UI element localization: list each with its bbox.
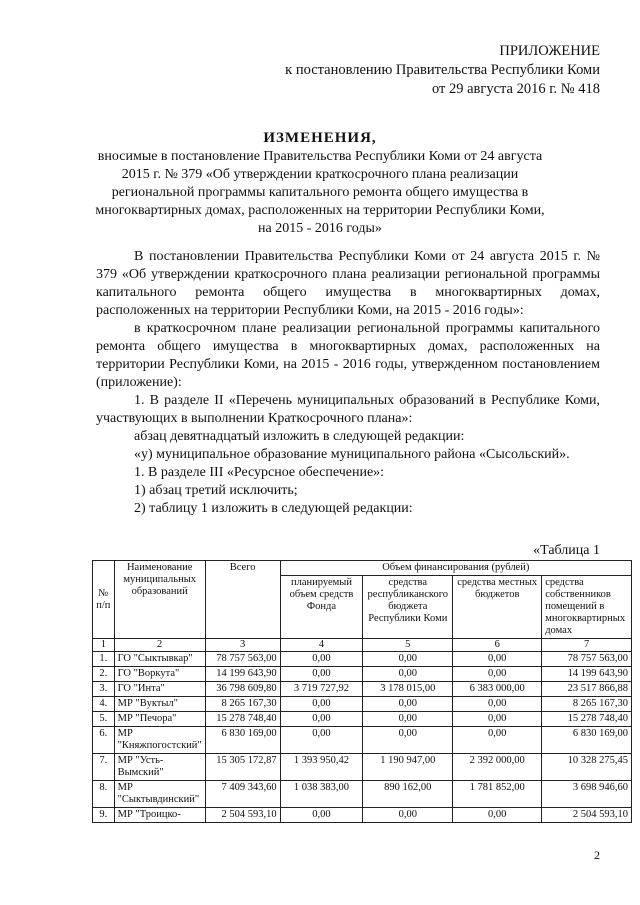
cell-owners: 23 517 866,88 xyxy=(542,682,632,697)
cell-local: 1 781 852,00 xyxy=(453,781,542,808)
cell-owners: 3 698 946,60 xyxy=(542,781,632,808)
cell-fund: 0,00 xyxy=(280,712,363,727)
cell-republic: 3 178 015,00 xyxy=(363,682,453,697)
cell-fund: 3 719 727,92 xyxy=(280,682,363,697)
cell-owners: 10 328 275,45 xyxy=(542,754,632,781)
cell-name: ГО "Инта" xyxy=(114,682,205,697)
cell-num: 5. xyxy=(93,712,115,727)
cell-fund: 0,00 xyxy=(280,808,363,823)
header-owners: средства собственников помещений в многоквартирных домах xyxy=(542,576,632,639)
col-number: 7 xyxy=(542,639,632,652)
header-local: средства местных бюджетов xyxy=(453,576,542,639)
cell-local: 2 392 000,00 xyxy=(453,754,542,781)
paragraph-intro: В постановлении Правительства Республики Коми от 24 августа 2015 г. № 379 «Об утверждении краткосрочного плана реализации региональной программы капитального ремонта общего имущества в многоквартирных домах, расположенных на территории Республики Коми, на 2015 - 2016 годы»: xyxy=(96,249,600,318)
table-row xyxy=(93,652,632,667)
cell-total: 7 409 343,60 xyxy=(205,781,280,808)
paragraph-quote: «у) муниципальное образование муниципального района «Сысольский». xyxy=(134,447,570,462)
cell-owners: 14 199 643,90 xyxy=(542,667,632,682)
header-republic: средства республиканского бюджета Республики Коми xyxy=(363,576,453,639)
cell-fund: 0,00 xyxy=(280,727,363,754)
cell-num: 7. xyxy=(93,754,115,781)
cell-fund: 1 038 383,00 xyxy=(280,781,363,808)
cell-num: 4. xyxy=(93,697,115,712)
cell-owners: 2 504 593,10 xyxy=(542,808,632,823)
appendix-reference: к постановлению Правительства Республики Коми xyxy=(285,62,600,78)
col-number: 1 xyxy=(93,639,115,652)
table-row xyxy=(93,808,632,823)
cell-total: 2 504 593,10 xyxy=(205,808,280,823)
cell-total: 14 199 643,90 xyxy=(205,667,280,682)
table-row xyxy=(93,682,632,697)
cell-num: 1. xyxy=(93,652,115,667)
header-funding: Объем финансирования (рублей) xyxy=(280,561,631,576)
paragraph-section-3: 1. В разделе III «Ресурсное обеспечение»: xyxy=(134,465,385,480)
cell-total: 6 830 169,00 xyxy=(205,727,280,754)
paragraph-section-2: 1. В разделе II «Перечень муниципальных образований в Республике Коми, участвующих в выполнении Краткосрочного плана»: xyxy=(96,393,600,426)
cell-name: ГО "Сыктывкар" xyxy=(114,652,205,667)
appendix-header xyxy=(285,42,600,99)
cell-owners: 15 278 748,40 xyxy=(542,712,632,727)
cell-name: МР "Сыктывдинский" xyxy=(114,781,205,808)
paragraph-item-1: 1) абзац третий исключить; xyxy=(134,483,298,498)
cell-republic: 0,00 xyxy=(363,712,453,727)
cell-republic: 0,00 xyxy=(363,727,453,754)
appendix-date: от 29 августа 2016 г. № 418 xyxy=(431,81,600,97)
cell-total: 8 265 167,30 xyxy=(205,697,280,712)
table-row xyxy=(93,712,632,727)
cell-name: МР "Троицко- xyxy=(114,808,205,823)
cell-republic: 0,00 xyxy=(363,667,453,682)
cell-fund: 0,00 xyxy=(280,652,363,667)
cell-local: 6 383 000,00 xyxy=(453,682,542,697)
col-number: 6 xyxy=(453,639,542,652)
header-num: № п/п xyxy=(93,561,115,639)
cell-num: 9. xyxy=(93,808,115,823)
cell-num: 2. xyxy=(93,667,115,682)
body-text xyxy=(96,248,600,518)
cell-local: 0,00 xyxy=(453,652,542,667)
table-row xyxy=(93,727,632,754)
cell-owners: 8 265 167,30 xyxy=(542,697,632,712)
col-number: 2 xyxy=(114,639,205,652)
cell-owners: 6 830 169,00 xyxy=(542,727,632,754)
table-row xyxy=(93,667,632,682)
cell-fund: 0,00 xyxy=(280,667,363,682)
page-number: 2 xyxy=(594,848,600,862)
cell-local: 0,00 xyxy=(453,697,542,712)
cell-republic: 1 190 947,00 xyxy=(363,754,453,781)
cell-name: ГО "Воркута" xyxy=(114,667,205,682)
cell-fund: 0,00 xyxy=(280,697,363,712)
heading-subtitle: вносимые в постановление Правительства Республики Коми от 24 августа 2015 г. № 379 «Об утверждении краткосрочного плана реализации региональной программы капитального ремонта общего имущества в многоквартирных домах, расположенных на территории Республики Коми, на 2015 - 2016 годы» xyxy=(95,149,545,236)
column-number-row xyxy=(93,639,632,652)
cell-fund: 1 393 950,42 xyxy=(280,754,363,781)
col-number: 3 xyxy=(205,639,280,652)
cell-total: 15 305 172,87 xyxy=(205,754,280,781)
cell-name: МР "Усть-Вымский" xyxy=(114,754,205,781)
cell-total: 78 757 563,00 xyxy=(205,652,280,667)
cell-local: 0,00 xyxy=(453,727,542,754)
cell-republic: 0,00 xyxy=(363,808,453,823)
cell-num: 3. xyxy=(93,682,115,697)
cell-republic: 890 162,00 xyxy=(363,781,453,808)
table-row xyxy=(93,754,632,781)
cell-num: 6. xyxy=(93,727,115,754)
col-number: 5 xyxy=(363,639,453,652)
appendix-title: ПРИЛОЖЕНИЕ xyxy=(499,43,600,59)
cell-total: 36 798 609,80 xyxy=(205,682,280,697)
funding-table xyxy=(92,560,632,823)
header-total: Всего xyxy=(205,561,280,639)
header-fund: планируемый объем средств Фонда xyxy=(280,576,363,639)
cell-local: 0,00 xyxy=(453,808,542,823)
table-row xyxy=(93,697,632,712)
cell-name: МР "Княжпогостский" xyxy=(114,727,205,754)
col-number: 4 xyxy=(280,639,363,652)
paragraph-plan: в краткосрочном плане реализации региональной программы капитального ремонта общего имущества в многоквартирных домах, расположенных на территории Республики Коми, на 2015 - 2016 годы, утвержденном постановлением (приложение): xyxy=(96,321,600,390)
paragraph-abzac: абзац девятнадцатый изложить в следующей редакции: xyxy=(134,429,465,444)
cell-republic: 0,00 xyxy=(363,697,453,712)
document-heading xyxy=(90,128,550,238)
cell-republic: 0,00 xyxy=(363,652,453,667)
cell-name: МР "Печора" xyxy=(114,712,205,727)
cell-owners: 78 757 563,00 xyxy=(542,652,632,667)
cell-name: МР "Вуктыл" xyxy=(114,697,205,712)
cell-total: 15 278 748,40 xyxy=(205,712,280,727)
table-row xyxy=(93,781,632,808)
heading-title: ИЗМЕНЕНИЯ, xyxy=(263,130,377,146)
paragraph-item-2: 2) таблицу 1 изложить в следующей редакции: xyxy=(134,501,413,516)
cell-local: 0,00 xyxy=(453,667,542,682)
cell-local: 0,00 xyxy=(453,712,542,727)
header-name: Наименование муниципальных образований xyxy=(114,561,205,639)
cell-num: 8. xyxy=(93,781,115,808)
table-caption: «Таблица 1 xyxy=(533,543,600,558)
